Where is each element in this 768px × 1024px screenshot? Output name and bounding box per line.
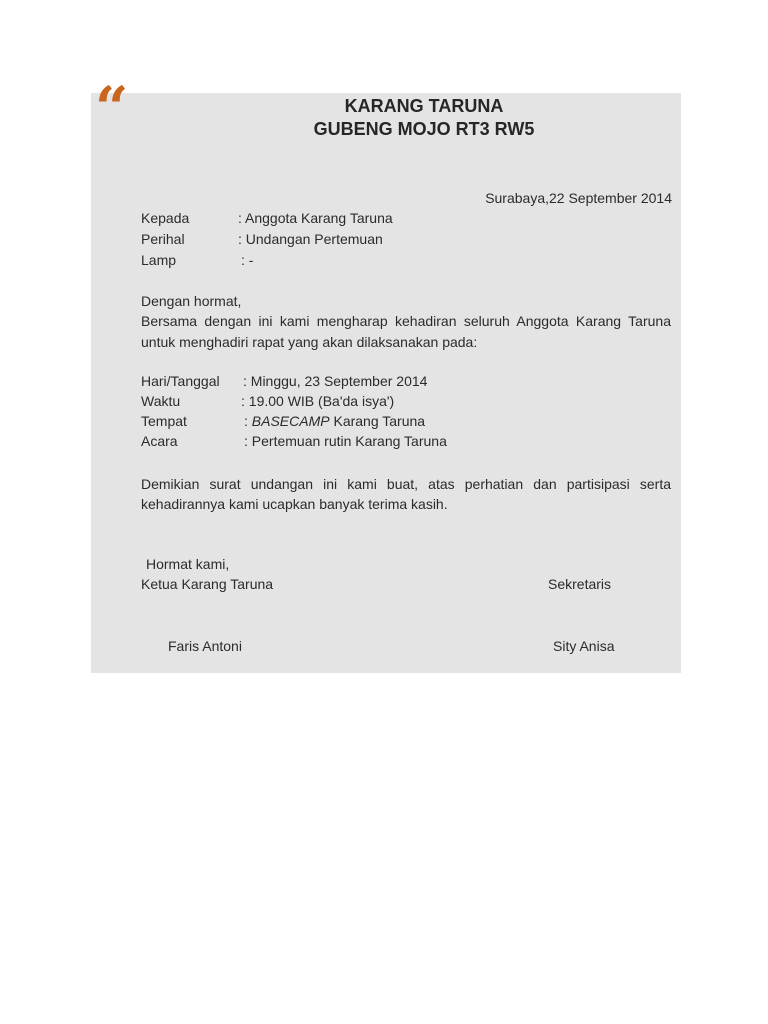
detail-value <box>244 413 425 429</box>
quote-mark-icon: “ <box>95 74 129 142</box>
detail-value: : 19.00 WIB (Ba'da isya') <box>241 393 395 409</box>
left-signatory-name: Faris Antoni <box>168 638 242 654</box>
detail-value: : Pertemuan rutin Karang Taruna <box>244 433 447 449</box>
meta-label: Kepada <box>141 210 190 226</box>
meta-label: Perihal <box>141 231 185 247</box>
intro-line-2: untuk menghadiri rapat yang akan dilaksanakan pada: <box>141 334 478 350</box>
meta-row-lamp <box>141 252 254 268</box>
left-role: Ketua Karang Taruna <box>141 576 274 592</box>
closing-line-1: Demikian surat undangan ini kami buat, atas perhatian dan partisipasi serta <box>141 476 671 492</box>
meta-value: : Undangan Pertemuan <box>238 231 383 247</box>
greeting: Dengan hormat, <box>141 293 242 309</box>
detail-row-time <box>141 393 395 409</box>
detail-row-place <box>141 413 426 429</box>
letter-title-org: KARANG TARUNA <box>344 96 504 116</box>
intro-line-1: Bersama dengan ini kami mengharap kehadiran seluruh Anggota Karang Taruna <box>141 313 671 329</box>
detail-value: : Minggu, 23 September 2014 <box>243 373 428 389</box>
detail-label: Waktu <box>141 393 181 409</box>
meta-label: Lamp <box>141 252 177 268</box>
meta-value: : Anggota Karang Taruna <box>238 210 393 226</box>
detail-label: Tempat <box>141 413 187 429</box>
closing-line-2: kehadirannya kami ucapkan banyak terima kasih. <box>141 496 448 512</box>
detail-label: Hari/Tanggal <box>141 373 220 389</box>
meta-value: : - <box>241 252 254 268</box>
place-prefix: : <box>244 413 252 429</box>
right-signatory-name: Sity Anisa <box>553 638 615 654</box>
meta-row-kepada <box>141 210 393 226</box>
signoff: Hormat kami, <box>146 556 230 572</box>
place-suffix: Karang Taruna <box>329 413 426 429</box>
place-italic: BASECAMP <box>251 413 330 429</box>
detail-row-event <box>141 433 447 449</box>
letter-title-location: GUBENG MOJO RT3 RW5 <box>313 119 535 139</box>
letter-card <box>91 74 681 673</box>
meta-row-perihal <box>141 231 383 247</box>
right-role: Sekretaris <box>548 576 612 592</box>
letter-date: Surabaya,22 September 2014 <box>485 190 672 206</box>
detail-label: Acara <box>141 433 178 449</box>
detail-row-date <box>141 373 428 389</box>
